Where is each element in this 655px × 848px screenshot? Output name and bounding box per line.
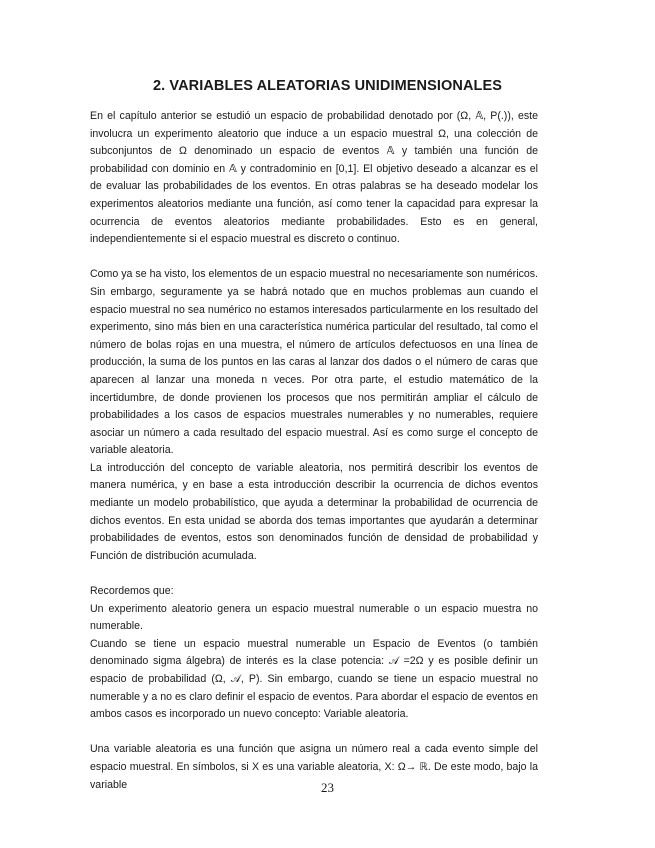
paragraph-event-space: Cuando se tiene un espacio muestral numerable un Espacio de Eventos (o también denominado sigma álgebra) de interés es la clase potencia: 𝒜 =2Ω y es posible definir un espacio de probabilidad (Ω, 𝒜, P). Sin embargo, cuando se tiene un espacio muestral no numerable y a no es claro definir el espacio de eventos. Para abordar el espacio de eventos en ambos casos es incorporado un nuevo concepto: Variable aleatoria.: [90, 637, 538, 721]
paragraph-experiment: Un experimento aleatorio genera un espacio muestral numerable o un espacio muestra no numerable.: [90, 602, 538, 633]
section-title: 2. VARIABLES ALEATORIAS UNIDIMENSIONALES: [152, 78, 503, 94]
paragraph-intro: En el capítulo anterior se estudió un espacio de probabilidad denotado por (Ω, 𝔸, P(.)), este involucra un experimento aleatorio que induce a un espacio muestral Ω, una colección de subconjuntos de Ω denominado un espacio de eventos 𝔸 y también una función de probabilidad con dominio en 𝔸 y contradominio en [0,1]. El objetivo deseado a alcanzar es el de evaluar las probabilidades de los eventos. En otras palabras se ha deseado modelar los experimentos aleatorios mediante una función, así como tener la capacidad para expresar la ocurrencia de eventos aleatorios mediante probabilidades. Esto es en general, independientemente si el espacio muestral es discreto o continuo.: [90, 110, 538, 246]
paragraph-numeric-elements: Como ya se ha visto, los elementos de un espacio muestral no necesariamente son numéricos. Sin embargo, seguramente ya se habrá notado que en muchos problemas aun cuando el espacio muestral no sea numérico no estamos interesados particularmente en los resultado del experimento, sino más bien en una característica numérica particular del resultado, tal como el número de bolas rojas en una muestra, el número de artículos defectuosos en una línea de producción, la suma de los puntos en las caras al lanzar dos dados o el número de caras que aparecen al lanzar una moneda n veces. Por otra parte, el estudio matemático de la incertidumbre, de donde provienen los procesos que nos permitirán ampliar el cálculo de probabilidades a los casos de espacios muestrales numerables y no numerables, requiere asociar un número a cada resultado del espacio muestral. Así es como surge el concepto de variable aleatoria.: [90, 268, 538, 457]
paragraph-random-variable-intro: La introducción del concepto de variable aleatoria, nos permitirá describir los eventos de manera numérica, y en base a esta introducción describir la ocurrencia de dichos eventos mediante un modelo probabilístico, que ayuda a determinar la probabilidad de ocurrencia de dichos eventos. En esta unidad se aborda dos temas importantes que ayudarán a determinar probabilidades de eventos, estos son denominados función de densidad de probabilidad y Función de distribución acumulada.: [90, 461, 538, 562]
body-text: [90, 108, 538, 794]
page-number: 23: [321, 780, 334, 795]
paragraph-definition: Una variable aleatoria es una función que asigna un número real a cada evento simple del espacio muestral. En símbolos, si X es una variable aleatoria, X: Ω→ ℝ. De este modo, bajo la variable: [90, 743, 538, 791]
paragraph-recall-label: Recordemos que:: [90, 585, 174, 598]
